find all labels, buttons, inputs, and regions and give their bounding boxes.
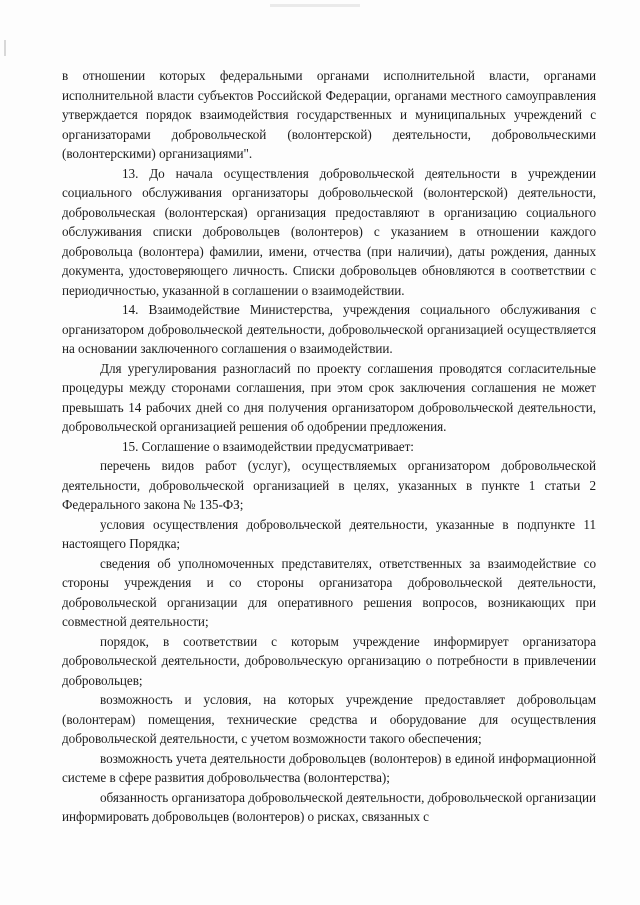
list-item-accounting: возможность учета деятельности добровольцев (волонтеров) в единой информационной системе в сфере развития добровольчества (волонтерства); xyxy=(62,750,596,785)
list-item-conditions: условия осуществления добровольческой деятельности, указанные в подпункте 11 настоящего Порядка; xyxy=(62,516,596,551)
paragraph-disagreements: Для урегулирования разногласий по проекту соглашения проводятся согласительные процедуры между сторонами соглашения, при этом срок заключения соглашения не может превышать 14 рабочих дней со дня получения организатором добровольческой деятельности, добровольческой организацией решения об одобрении предложения. xyxy=(62,360,596,434)
paragraph-item-13: 13. До начала осуществления добровольческой деятельности в учреждении социального обслуживания организаторы добровольческой (волонтерской) деятельности, добровольческая (волонтерская) организация предоставляют в организацию социального обслуживания списки добровольцев (волонтеров) с указанием в отношении каждого добровольца (волонтера) фамилии, имени, отчества (при наличии), даты рождения, данных документа, удостоверяющего личность. Списки добровольцев обновляются в соответствии с периодичностью, указанной в соглашении о взаимодействии. xyxy=(62,165,596,298)
paragraph-item-14: 14. Взаимодействие Министерства, учреждения социального обслуживания с организатором добровольческой деятельности, добровольческой организацией осуществляется на основании заключенного соглашения о взаимодействии. xyxy=(62,302,596,356)
scan-artifact xyxy=(4,40,6,56)
list-item-representatives: сведения об уполномоченных представителях, ответственных за взаимодействие со стороны учреждения и со стороны организатора добровольческой деятельности, добровольческой организации для оперативного решения вопросов, возникающих при совместной деятельности; xyxy=(62,555,596,629)
document-body xyxy=(62,66,596,827)
list-item-work-types: перечень видов работ (услуг), осуществляемых организатором добровольческой деятельности, добровольческой организацией в целях, указанных в пункте 1 статьи 2 Федерального закона № 135-ФЗ; xyxy=(62,458,596,512)
paragraph-item-15: 15. Соглашение о взаимодействии предусматривает: xyxy=(122,438,414,454)
list-item-premises: возможность и условия, на которых учреждение предоставляет добровольцам (волонтерам) помещения, технические средства и оборудование для осуществления добровольческой деятельности, с учетом возможности такого обеспечения; xyxy=(62,692,596,746)
list-item-informing-procedure: порядок, в соответствии с которым учреждение информирует организатора добровольческой деятельности, добровольческую организацию о потребности в привлечении добровольцев; xyxy=(62,633,596,688)
list-item-risks: обязанность организатора добровольческой деятельности, добровольческой организации информировать добровольцев (волонтеров) о рисках, связанных с xyxy=(62,789,596,824)
paragraph-continuation: в отношении которых федеральными органами исполнительной власти, органами исполнительной власти субъектов Российской Федерации, органами местного самоуправления утверждается порядок взаимодействия государственных и муниципальных учреждений с организаторами добровольческой (волонтерской) деятельности, добровольческими (волонтерскими) организациями". xyxy=(62,68,596,161)
scan-artifact xyxy=(270,4,360,7)
